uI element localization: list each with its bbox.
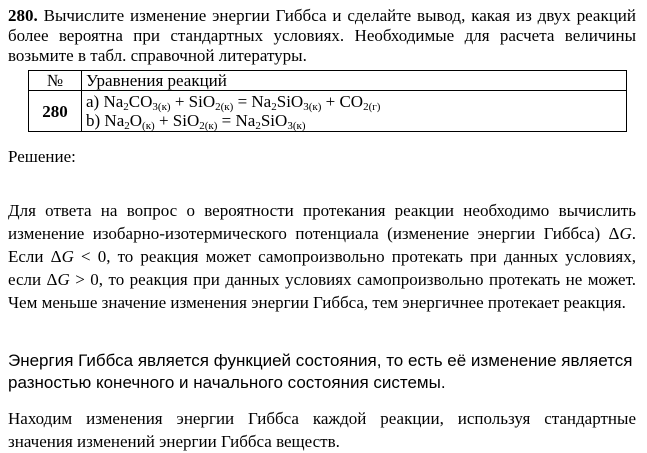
eq-b-part: O xyxy=(129,111,143,130)
paragraph-method: Находим изменения энергии Гиббса каждой реакции, используя стандартные значения изменений энергии Гиббса веществ. xyxy=(8,409,636,451)
para1-text: > 0, то реакция при данных условиях самопроизвольно протекать не может. Чем меньше значение изменения энергии Гиббса, тем энергичнее протекает реакция. xyxy=(8,270,637,312)
eq-a-sub: 2 xyxy=(123,101,129,113)
para1-text: Для ответа на вопрос о вероятности протекания реакции необходимо вычислить изменение изобарно-изотермического потенциала (изменение энергии Гиббса) Δ xyxy=(8,201,636,243)
task-statement xyxy=(8,6,636,66)
eq-b-sub: (к) xyxy=(142,120,155,132)
equation-b-prefix: b) xyxy=(86,111,105,130)
eq-a-sub: 2(г) xyxy=(363,101,381,113)
eq-a-sub: 3(к) xyxy=(303,101,322,113)
equations-cell xyxy=(82,91,627,132)
table-header-row xyxy=(29,71,627,91)
eq-a-part: = Na xyxy=(233,92,272,111)
eq-b-part: + SiO xyxy=(154,111,200,130)
task-text: Вычислите изменение энергии Гиббса и сделайте вывод, какая из двух реакций более вероятна при стандартных условиях. Необходимые для расчета величины возьмите в табл. справочной литературы. xyxy=(8,6,636,65)
para1-var: G xyxy=(61,247,74,266)
equation-b xyxy=(86,111,622,130)
eq-a-sub: 2(к) xyxy=(215,101,234,113)
eq-a-part: + CO xyxy=(321,92,364,111)
table-row xyxy=(29,91,627,132)
eq-b-part: Na xyxy=(104,111,125,130)
eq-a-part: SiO xyxy=(276,92,304,111)
task-number: 280. xyxy=(8,6,38,25)
eq-b-sub: 2 xyxy=(124,120,130,132)
eq-a-sub: 2 xyxy=(271,101,277,113)
equation-a-prefix: a) xyxy=(86,92,104,111)
eq-b-sub: 2(к) xyxy=(199,120,218,132)
para1-text: < 0, то реакция может самопроизвольно протекать при данных условиях, если Δ xyxy=(8,247,636,289)
eq-b-sub: 2 xyxy=(255,120,261,132)
equation-a xyxy=(86,92,622,111)
solution-label: Решение: xyxy=(8,147,76,166)
reactions-table xyxy=(28,70,627,132)
paragraph-explanation xyxy=(8,199,636,314)
para1-var: G xyxy=(57,270,70,289)
row-number: 280 xyxy=(29,91,82,132)
eq-b-part: SiO xyxy=(260,111,288,130)
header-equations: Уравнения реакций xyxy=(82,71,627,91)
para1-var: G xyxy=(619,224,632,243)
header-number: № xyxy=(29,71,82,91)
para1-text: . Если Δ xyxy=(8,224,636,266)
eq-a-part: CO xyxy=(128,92,153,111)
eq-a-sub: 3(к) xyxy=(152,101,171,113)
eq-b-part: = Na xyxy=(217,111,256,130)
eq-b-sub: 3(к) xyxy=(287,120,306,132)
eq-a-part: Na xyxy=(103,92,124,111)
eq-a-part: + SiO xyxy=(170,92,216,111)
gibbs-state-note: Энергия Гиббса является функцией состояния, то есть её изменение является разностью конечного и начального состояния системы. xyxy=(8,351,633,392)
